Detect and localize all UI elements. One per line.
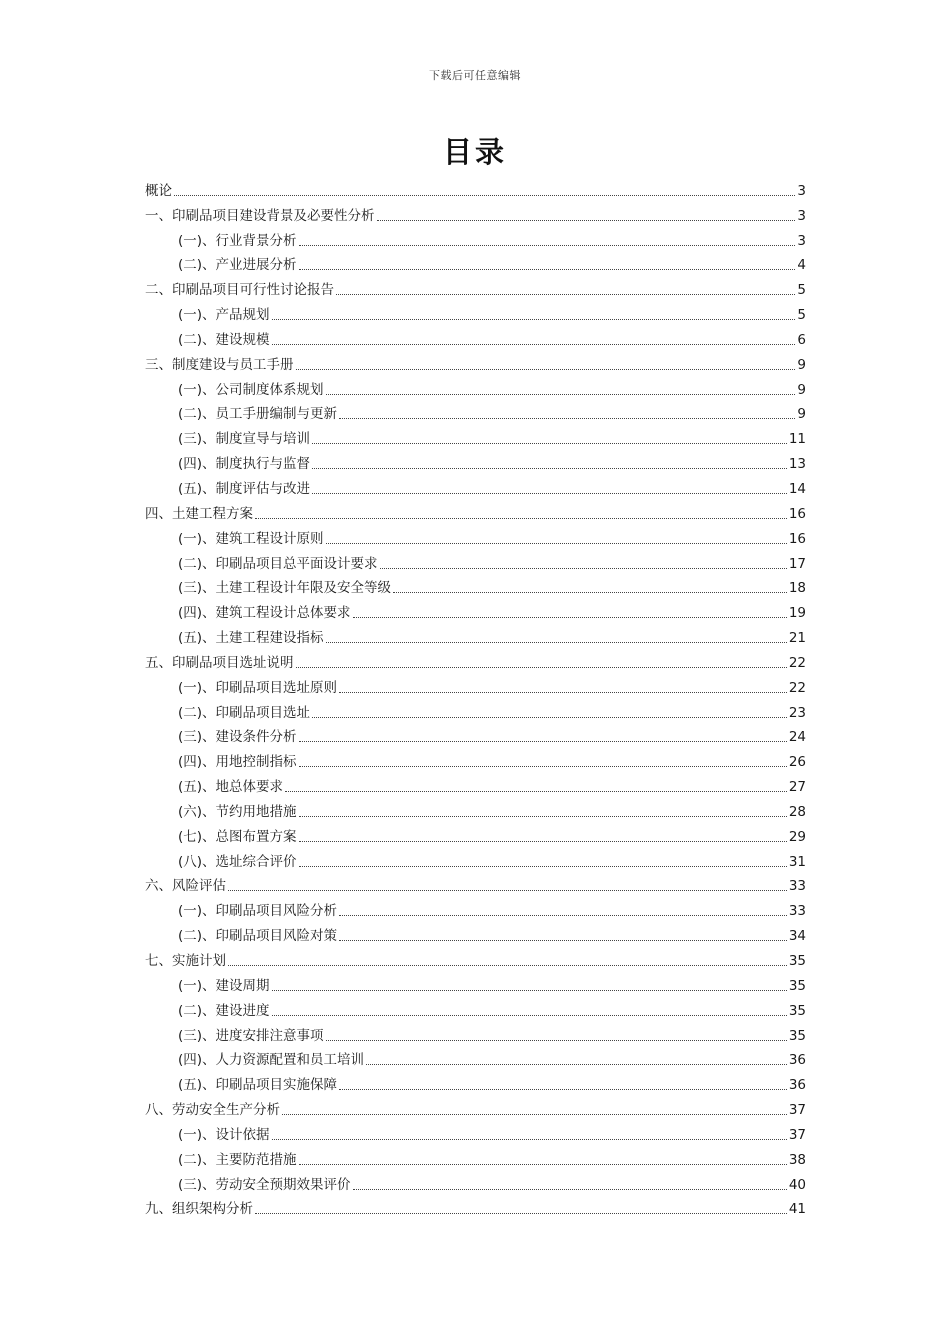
- toc-entry-label: (一)、公司制度体系规划: [178, 381, 324, 398]
- toc-dot-leader: [312, 468, 787, 469]
- toc-entry[interactable]: [145, 274, 806, 299]
- toc-entry[interactable]: [145, 746, 806, 771]
- toc-entry-page-number: 26: [788, 754, 806, 771]
- toc-dot-leader: [272, 1139, 787, 1140]
- toc-entry[interactable]: [145, 349, 806, 374]
- toc-dot-leader: [285, 791, 787, 792]
- toc-dot-leader: [299, 816, 787, 817]
- toc-entry[interactable]: [145, 1094, 806, 1119]
- toc-entry[interactable]: [145, 473, 806, 498]
- toc-dot-leader: [299, 269, 796, 270]
- page-title: 目录: [442, 135, 507, 169]
- toc-entry[interactable]: [145, 722, 806, 747]
- toc-entry-page-number: 35: [788, 977, 806, 994]
- toc-entry-page-number: 9: [797, 381, 806, 398]
- toc-entry-page-number: 37: [788, 1126, 806, 1143]
- toc-entry[interactable]: [145, 672, 806, 697]
- toc-entry-label: (二)、印刷品项目选址: [178, 704, 311, 721]
- toc-dot-leader: [339, 915, 787, 916]
- toc-entry-page-number: 3: [797, 232, 806, 249]
- toc-entry[interactable]: [145, 1144, 806, 1169]
- toc-dot-leader: [353, 617, 787, 618]
- toc-dot-leader: [336, 294, 795, 295]
- toc-entry-page-number: 19: [788, 605, 806, 622]
- toc-entry-page-number: 16: [788, 530, 806, 547]
- toc-dot-leader: [296, 369, 796, 370]
- toc-entry-label: 七、实施计划: [145, 953, 226, 969]
- toc-entry-page-number: 17: [788, 555, 806, 572]
- toc-entry-label: (四)、制度执行与监督: [178, 456, 311, 473]
- toc-entry-label: (一)、设计依据: [178, 1126, 270, 1143]
- toc-entry[interactable]: [145, 225, 806, 250]
- toc-entry[interactable]: [145, 1045, 806, 1070]
- toc-entry[interactable]: [145, 523, 806, 548]
- toc-entry-label: (三)、土建工程设计年限及安全等级: [178, 580, 392, 597]
- toc-dot-leader: [312, 717, 787, 718]
- toc-dot-leader: [339, 418, 795, 419]
- toc-dot-leader: [339, 1089, 787, 1090]
- toc-dot-leader: [393, 592, 787, 593]
- toc-dot-leader: [326, 543, 787, 544]
- toc-entry-page-number: 35: [788, 953, 806, 969]
- toc-entry[interactable]: [145, 895, 806, 920]
- toc-dot-leader: [339, 940, 787, 941]
- toc-dot-leader: [366, 1064, 787, 1065]
- toc-dot-leader: [353, 1189, 787, 1190]
- toc-entry-label: (一)、印刷品项目选址原则: [178, 679, 338, 696]
- toc-entry-label: (一)、产品规划: [178, 307, 270, 324]
- table-of-contents: [145, 175, 806, 1218]
- toc-dot-leader: [272, 1015, 787, 1016]
- toc-entry-page-number: 34: [788, 928, 806, 945]
- toc-entry-page-number: 24: [788, 729, 806, 746]
- toc-entry-label: (五)、制度评估与改进: [178, 480, 311, 497]
- toc-entry[interactable]: [145, 1194, 806, 1219]
- toc-entry[interactable]: [145, 647, 806, 672]
- toc-entry-label: (一)、建筑工程设计原则: [178, 530, 324, 547]
- toc-entry-label: (一)、印刷品项目风险分析: [178, 903, 338, 920]
- toc-entry-page-number: 3: [797, 182, 806, 199]
- toc-entry-page-number: 22: [788, 679, 806, 696]
- toc-dot-leader: [380, 568, 787, 569]
- toc-entry-page-number: 41: [788, 1201, 806, 1218]
- toc-dot-leader: [299, 841, 787, 842]
- toc-entry[interactable]: [145, 796, 806, 821]
- toc-entry-page-number: 27: [788, 779, 806, 796]
- toc-entry-label: (五)、土建工程建设指标: [178, 630, 324, 647]
- toc-dot-leader: [326, 642, 787, 643]
- toc-entry-label: (二)、主要防范措施: [178, 1151, 297, 1168]
- toc-entry-label: (二)、建设进度: [178, 1002, 270, 1019]
- toc-entry-page-number: 9: [797, 406, 806, 423]
- toc-entry-page-number: 5: [797, 282, 806, 299]
- toc-entry[interactable]: [145, 498, 806, 523]
- toc-entry-page-number: 18: [788, 580, 806, 597]
- toc-entry-page-number: 23: [788, 704, 806, 721]
- toc-entry[interactable]: [145, 299, 806, 324]
- toc-dot-leader: [272, 344, 796, 345]
- toc-entry[interactable]: [145, 622, 806, 647]
- toc-entry-page-number: 9: [797, 356, 806, 373]
- toc-entry-label: 四、土建工程方案: [145, 505, 253, 522]
- toc-entry-label: (五)、印刷品项目实施保障: [178, 1077, 338, 1094]
- toc-entry-label: (二)、建设规模: [178, 331, 270, 348]
- toc-entry-page-number: 6: [797, 331, 806, 348]
- toc-dot-leader: [174, 195, 795, 196]
- toc-entry-label: (二)、员工手册编制与更新: [178, 406, 338, 423]
- toc-entry[interactable]: [145, 597, 806, 622]
- toc-entry-label: (六)、节约用地措施: [178, 803, 297, 820]
- toc-entry-label: (三)、建设条件分析: [178, 729, 297, 746]
- toc-dot-leader: [228, 890, 787, 891]
- toc-entry-page-number: 33: [788, 878, 806, 895]
- toc-entry[interactable]: [145, 871, 806, 896]
- toc-dot-leader: [272, 319, 796, 320]
- toc-entry[interactable]: [145, 697, 806, 722]
- toc-entry-label: (三)、劳动安全预期效果评价: [178, 1176, 351, 1193]
- header-note: 下载后可任意编辑: [429, 69, 521, 82]
- toc-dot-leader: [272, 990, 787, 991]
- toc-entry-label: 五、印刷品项目选址说明: [145, 654, 294, 671]
- toc-entry-label: (二)、印刷品项目风险对策: [178, 928, 338, 945]
- toc-entry-page-number: 16: [788, 505, 806, 522]
- toc-entry-label: 一、印刷品项目建设背景及必要性分析: [145, 207, 375, 224]
- toc-entry[interactable]: [145, 995, 806, 1020]
- toc-entry-page-number: 35: [788, 1002, 806, 1019]
- toc-entry[interactable]: [145, 1069, 806, 1094]
- toc-dot-leader: [282, 1114, 787, 1115]
- toc-entry-page-number: 36: [788, 1077, 806, 1094]
- toc-entry-label: (四)、用地控制指标: [178, 754, 297, 771]
- toc-entry[interactable]: [145, 448, 806, 473]
- toc-dot-leader: [339, 692, 787, 693]
- toc-dot-leader: [326, 394, 796, 395]
- toc-dot-leader: [255, 518, 787, 519]
- toc-dot-leader: [296, 667, 787, 668]
- toc-entry-label: 二、印刷品项目可行性讨论报告: [145, 282, 334, 299]
- toc-entry-label: (一)、行业背景分析: [178, 232, 297, 249]
- toc-entry-page-number: 29: [788, 828, 806, 845]
- toc-dot-leader: [299, 866, 787, 867]
- toc-dot-leader: [228, 965, 787, 966]
- toc-dot-leader: [299, 741, 787, 742]
- toc-entry-label: (四)、人力资源配置和员工培训: [178, 1052, 365, 1069]
- toc-entry-label: (一)、建设周期: [178, 977, 270, 994]
- toc-dot-leader: [312, 493, 787, 494]
- toc-dot-leader: [312, 443, 787, 444]
- toc-entry[interactable]: [145, 1169, 806, 1194]
- toc-entry[interactable]: [145, 250, 806, 275]
- toc-entry-label: (二)、印刷品项目总平面设计要求: [178, 555, 378, 572]
- toc-entry-page-number: 13: [788, 456, 806, 473]
- toc-dot-leader: [299, 1164, 787, 1165]
- toc-entry-page-number: 36: [788, 1052, 806, 1069]
- toc-entry[interactable]: [145, 423, 806, 448]
- toc-entry[interactable]: [145, 175, 806, 200]
- toc-entry[interactable]: [145, 771, 806, 796]
- toc-entry-page-number: 31: [788, 853, 806, 870]
- toc-entry[interactable]: [145, 324, 806, 349]
- toc-entry[interactable]: [145, 920, 806, 945]
- toc-entry[interactable]: [145, 548, 806, 573]
- toc-entry-page-number: 14: [788, 480, 806, 497]
- toc-entry-label: (七)、总图布置方案: [178, 828, 297, 845]
- toc-entry-page-number: 22: [788, 654, 806, 671]
- toc-entry[interactable]: [145, 374, 806, 399]
- toc-entry-label: (三)、进度安排注意事项: [178, 1027, 324, 1044]
- toc-entry[interactable]: [145, 1119, 806, 1144]
- toc-entry-label: (二)、产业进展分析: [178, 257, 297, 274]
- toc-entry[interactable]: [145, 1020, 806, 1045]
- toc-entry-page-number: 35: [788, 1027, 806, 1044]
- toc-entry-page-number: 4: [797, 257, 806, 274]
- toc-entry-page-number: 28: [788, 803, 806, 820]
- toc-entry-page-number: 40: [788, 1176, 806, 1193]
- toc-entry[interactable]: [145, 200, 806, 225]
- toc-dot-leader: [377, 220, 796, 221]
- toc-entry-page-number: 3: [797, 207, 806, 224]
- toc-entry-label: (三)、制度宣导与培训: [178, 431, 311, 448]
- toc-entry[interactable]: [145, 573, 806, 598]
- toc-entry[interactable]: [145, 945, 806, 970]
- toc-entry-page-number: 21: [788, 630, 806, 647]
- toc-dot-leader: [326, 1040, 787, 1041]
- toc-entry[interactable]: [145, 970, 806, 995]
- toc-entry-label: 六、风险评估: [145, 878, 226, 895]
- toc-entry-label: 九、组织架构分析: [145, 1201, 253, 1218]
- toc-entry-page-number: 5: [797, 307, 806, 324]
- toc-entry-label: (四)、建筑工程设计总体要求: [178, 605, 351, 622]
- toc-dot-leader: [299, 245, 796, 246]
- toc-entry-label: (五)、地总体要求: [178, 779, 284, 796]
- toc-dot-leader: [299, 766, 787, 767]
- toc-entry-label: 概论: [145, 182, 172, 199]
- toc-entry-page-number: 11: [788, 431, 806, 448]
- toc-entry[interactable]: [145, 821, 806, 846]
- toc-entry-page-number: 33: [788, 903, 806, 920]
- toc-entry-label: 三、制度建设与员工手册: [145, 356, 294, 373]
- toc-entry-page-number: 37: [788, 1102, 806, 1119]
- toc-entry-label: (八)、选址综合评价: [178, 853, 297, 870]
- toc-entry-label: 八、劳动安全生产分析: [145, 1102, 280, 1119]
- toc-entry[interactable]: [145, 399, 806, 424]
- toc-entry[interactable]: [145, 846, 806, 871]
- toc-dot-leader: [255, 1213, 787, 1214]
- toc-entry-page-number: 38: [788, 1151, 806, 1168]
